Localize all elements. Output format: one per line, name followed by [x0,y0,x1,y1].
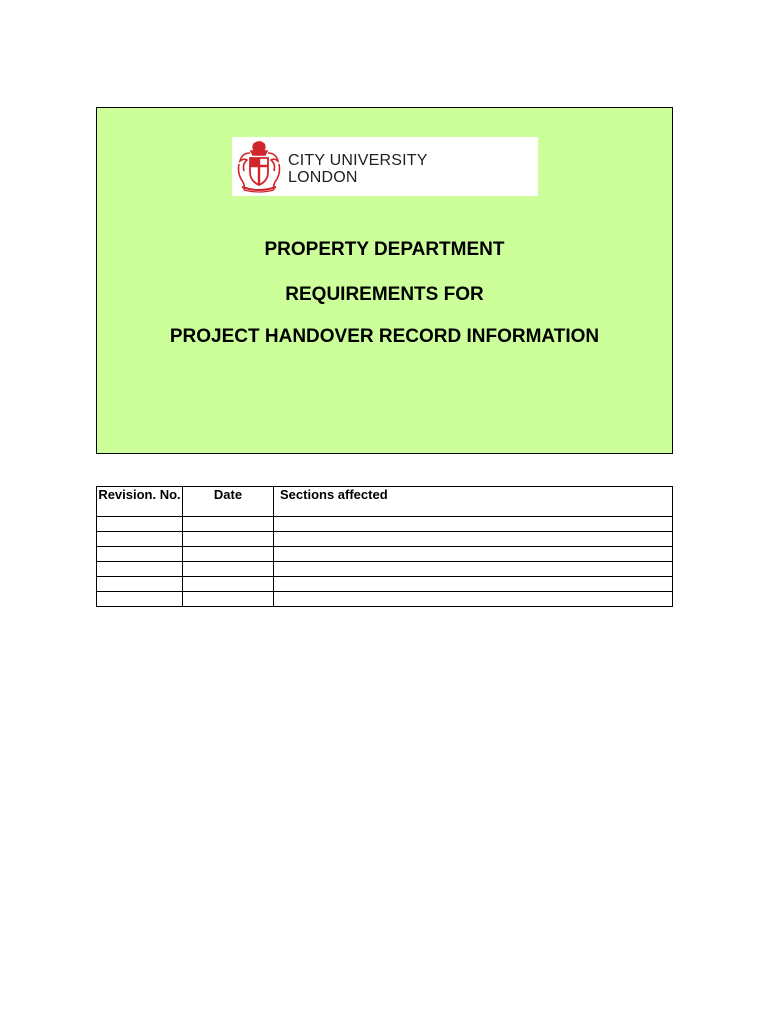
cell-revision [97,592,183,607]
header-revision-no: Revision. No. [97,487,183,517]
header-date: Date [183,487,274,517]
cell-date [183,592,274,607]
title-box [96,107,673,454]
table-row [97,532,673,547]
university-crest-icon [236,140,282,193]
cell-sections [274,532,673,547]
heading-project-handover: PROJECT HANDOVER RECORD INFORMATION [169,326,600,347]
cell-date [183,517,274,532]
cell-date [183,547,274,562]
cell-revision [97,532,183,547]
cell-sections [274,562,673,577]
cell-date [183,532,274,547]
table-row [97,592,673,607]
cell-sections [274,577,673,592]
cell-date [183,562,274,577]
cell-revision [97,547,183,562]
cell-sections [274,592,673,607]
heading-department: PROPERTY DEPARTMENT [264,239,505,260]
cell-sections [274,517,673,532]
cell-revision [97,517,183,532]
heading-requirements: REQUIREMENTS FOR [285,284,484,305]
cell-date [183,577,274,592]
table-row [97,517,673,532]
revision-table [96,486,673,607]
logo-line-2: LONDON [288,169,358,186]
cell-revision [97,577,183,592]
table-row [97,547,673,562]
logo-line-1: CITY UNIVERSITY [288,152,428,169]
university-logo [232,137,538,196]
cell-sections [274,547,673,562]
header-sections-affected: Sections affected [274,487,673,517]
cell-revision [97,562,183,577]
table-row [97,562,673,577]
logo-wordmark [288,152,428,186]
table-row [97,577,673,592]
table-header-row [97,487,673,517]
